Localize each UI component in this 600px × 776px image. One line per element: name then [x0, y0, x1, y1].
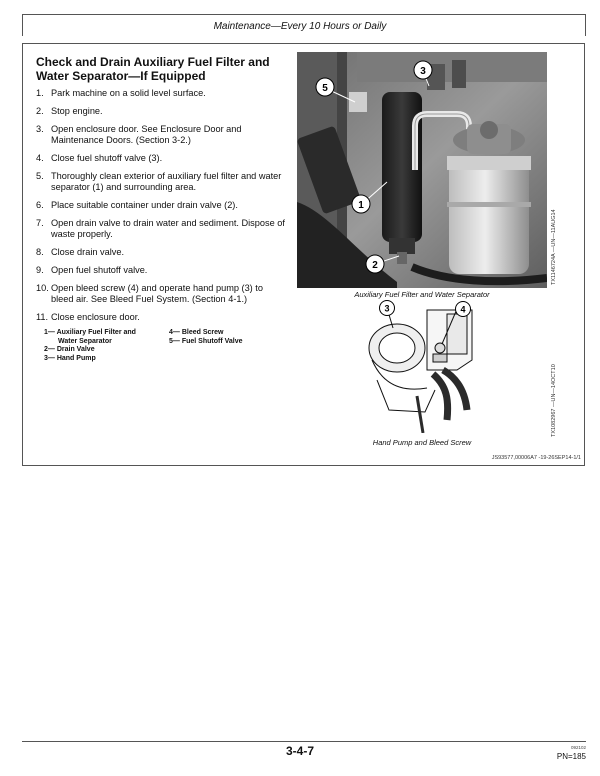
step-text: Close drain valve. — [51, 247, 125, 257]
step-text: Close fuel shutoff valve (3). — [51, 153, 163, 163]
section-title-line-1: Check and Drain Auxiliary Fuel Filter and — [36, 55, 270, 69]
step-number: 3. — [36, 124, 44, 134]
step-item — [36, 265, 286, 276]
step-item — [36, 171, 286, 193]
step-number: 4. — [36, 153, 44, 163]
step-number: 1. — [36, 88, 44, 98]
svg-text:4: 4 — [460, 304, 466, 315]
step-number: 10. — [36, 283, 49, 293]
header-rule — [22, 14, 586, 15]
step-text: Open enclosure door. See Enclosure Door and Maintenance Doors. (Section 3-2.) — [51, 124, 242, 145]
step-number: 6. — [36, 200, 44, 210]
fuel-filter-illustration — [297, 52, 547, 288]
legend-item: 2— Drain Valve — [44, 346, 95, 353]
pn-number: PN=185 — [556, 752, 586, 761]
step-item — [36, 312, 286, 323]
step-item — [36, 218, 286, 240]
step-item — [36, 247, 286, 258]
fuel-filter-photo — [297, 52, 547, 288]
step-item — [36, 153, 286, 164]
step-text: Park machine on a solid level surface. — [51, 88, 206, 98]
step-item — [36, 283, 286, 305]
legend-item: 4— Bleed Screw — [169, 329, 224, 336]
legend-column-2 — [169, 329, 279, 346]
svg-text:3: 3 — [420, 66, 426, 77]
step-number: 11. — [36, 312, 49, 322]
svg-text:5: 5 — [322, 83, 328, 94]
step-text: Thoroughly clean exterior of auxiliary fuel filter and water separator (1) and surrounding area. — [51, 171, 282, 192]
procedure-steps — [36, 88, 286, 330]
legend-column-1 — [44, 329, 169, 363]
hand-pump-drawing — [347, 300, 497, 433]
callout-3 — [380, 301, 395, 316]
callout-4 — [456, 302, 471, 317]
step-number: 2. — [36, 106, 44, 116]
footer-small-code: 092102 — [570, 745, 586, 750]
svg-text:3: 3 — [384, 303, 390, 314]
step-item — [36, 200, 286, 211]
step-text: Close enclosure door. — [51, 312, 140, 322]
footer-rule — [22, 741, 586, 742]
section-title-line-2: Water Separator—If Equipped — [36, 69, 206, 83]
legend-item-1-line-1: 1— Auxiliary Fuel Filter and — [44, 329, 136, 336]
step-number: 8. — [36, 247, 44, 257]
section-title — [36, 55, 286, 83]
figure-1-caption: Auxiliary Fuel Filter and Water Separator — [354, 290, 490, 299]
step-text: Place suitable container under drain valve (2). — [51, 200, 238, 210]
step-number: 9. — [36, 265, 44, 275]
reference-code: JS93577,00006A7 -19-26SEP14-1/1 — [491, 455, 581, 461]
page-number: 3-4-7 — [285, 744, 314, 758]
hand-pump-illustration — [347, 300, 497, 433]
step-item — [36, 106, 286, 117]
figure-2-caption: Hand Pump and Bleed Screw — [372, 438, 472, 447]
step-number: 7. — [36, 218, 44, 228]
step-text: Stop engine. — [51, 106, 103, 116]
legend-item-1-line-2: Water Separator — [58, 337, 112, 345]
step-text: Open drain valve to drain water and sediment. Dispose of waste properly. — [51, 218, 285, 239]
step-item — [36, 88, 286, 99]
step-number: 5. — [36, 171, 44, 181]
step-text: Open fuel shutoff valve. — [51, 265, 148, 275]
step-text: Open bleed screw (4) and operate hand pump (3) to bleed air. See Bleed Fuel System. (Section 4-1.) — [51, 283, 263, 304]
step-item — [36, 124, 286, 146]
running-title: Maintenance—Every 10 Hours or Daily — [213, 21, 387, 32]
svg-text:1: 1 — [358, 200, 364, 211]
figure-1-code: TX1146724A —UN—11AUG14 — [551, 209, 557, 285]
legend-item — [44, 329, 169, 346]
figure-2-code: TX1082967 —UN—14OCT10 — [551, 364, 557, 437]
legend-item: 5— Fuel Shutoff Valve — [169, 337, 243, 345]
legend-item: 3— Hand Pump — [44, 354, 96, 362]
svg-text:2: 2 — [372, 260, 378, 271]
